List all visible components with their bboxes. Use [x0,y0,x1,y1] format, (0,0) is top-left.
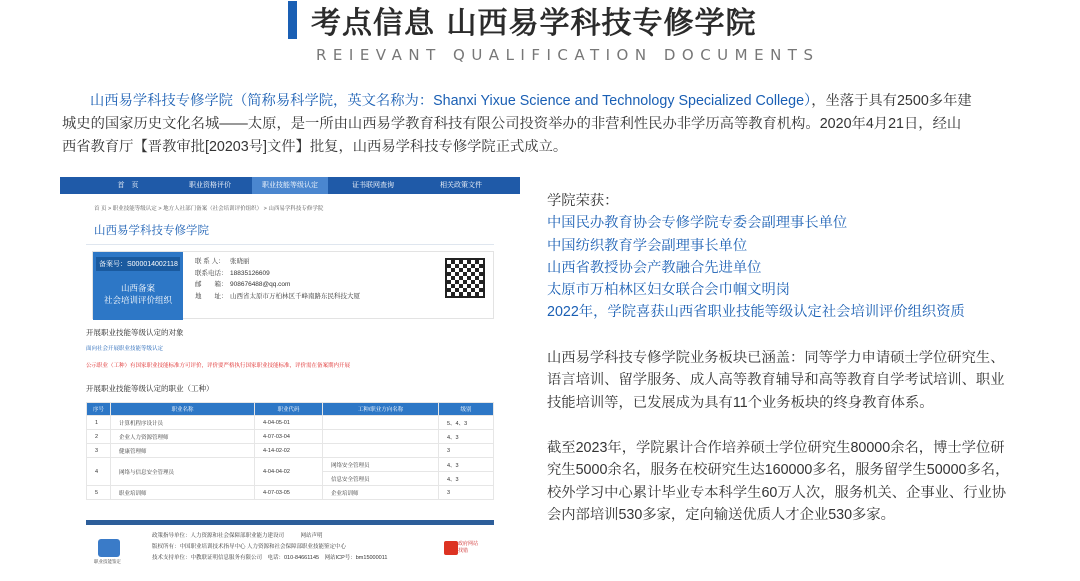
contact-value: 张晓丽 [230,258,250,265]
contact-key: 联 系 人： [195,258,225,265]
honor-item: 中国纺织教育学会副理事长单位 [547,237,748,254]
contact-value: 18835126609 [230,269,270,277]
table-row [87,486,494,500]
contact-key: 邮 箱： [195,281,228,288]
honor-item: 中国民办教育协会专修学院专委会副理事长单位 [547,215,848,232]
cell-direction: 企业培训师 [323,486,439,500]
contact-info [195,256,360,302]
occupation-section-title: 开展职业技能等级认定的职业（工种） [86,384,214,393]
intro-paragraph [62,90,972,159]
contact-key: 联系电话： [195,269,228,277]
contact-row [195,256,360,268]
screenshot-breadcrumb: 首 页 > 职业技能等级认定 > 地方人社部门备案（社会培训评价组织） > 山西易学科技专修学院 [94,206,324,212]
contact-value: 山西省太原市万柏林区千峰南路东民科技大厦 [230,292,360,300]
col-no: 序号 [87,403,111,416]
title-accent-bar [288,1,297,39]
contact-value: 908676488@qq.com [230,281,291,288]
skill-appraisal-logo-icon [98,539,120,557]
table-header-row [87,403,494,416]
cell-code: 4-14-02-02 [255,444,323,458]
divider [86,244,494,245]
honor-item: 山西省教授协会产教融合先进单位 [547,259,762,276]
cell-direction [323,444,439,458]
org-info-card [92,251,494,319]
nav-skill-level: 职业技能等级认定 [252,177,328,194]
record-badge [93,252,183,320]
cell-level: 4、3 [439,430,494,444]
gov-site-sublabel: 找错 [458,548,469,554]
honor-item: 太原市万柏林区妇女联合会巾帼文明岗 [547,282,791,299]
cell-no: 2 [87,430,111,444]
cell-name: 网络与信息安全管理员 [111,458,255,486]
intro-highlight: 山西易学科技专修学院（简称易科学院，英文名称为：Shanxi Yixue Science and Technology Specialized College） [90,93,812,109]
footer-line: 政策指导单位：人力资源和社会保障部职业能力建设司 网站声明 [152,533,323,539]
honors-title: 学院荣获： [547,193,619,209]
screenshot-org-name: 山西易学科技专修学院 [94,225,209,237]
cell-no: 3 [87,444,111,458]
stats-paragraph: 截至2023年，学院累计合作培养硕士学位研究生80000余名，博士学位研究生5000余名，服务在校研究生达160000多名，服务留学生50000多名，校外学习中心累计毕业专本科学生60万人次，服务机关、企事业、行业协会内部培训530多家，定向输送优质人才企业530多家。 [547,440,1010,523]
col-code: 职业代码 [255,403,323,416]
screenshot-footer [86,527,494,581]
honors-list [547,190,965,324]
table-row [87,430,494,444]
nav-home: 首 页 [117,182,139,189]
cell-level: 4、3 [439,472,494,486]
page-subtitle: REIEVANT QUALIFICATION DOCUMENTS [316,46,820,64]
cell-name: 职业培训师 [111,486,255,500]
cell-no: 1 [87,416,111,430]
target-description: 面向社会开展职业技能等级认定 [86,346,164,352]
cell-level: 3 [439,444,494,458]
cell-name: 健康管理师 [111,444,255,458]
cell-no: 5 [87,486,111,500]
cell-direction: 信息安全管理员 [323,472,439,486]
col-name: 职业名称 [111,403,255,416]
occupation-table [86,402,494,500]
business-paragraph: 山西易学科技专修学院业务板块已涵盖：同等学力申请硕士学位研究生、语言培训、留学服务、成人高等教育辅导和高等教育自学考试培训、职业技能培训等，已发展成为具有11个业务板块的终身教育体系。 [547,350,1005,411]
cell-code: 4-04-05-01 [255,416,323,430]
table-row [87,416,494,430]
qr-code-icon [445,258,485,298]
cell-direction: 网络安全管理员 [323,458,439,472]
honor-item: 2022年，学院喜获山西省职业技能等级认定社会培训评价组织资质 [547,304,965,321]
footer-bar [86,520,494,525]
cell-code: 4-07-03-04 [255,430,323,444]
cell-level: 5、4、3 [439,416,494,430]
record-label-line1: 山西备案 [120,283,155,293]
skill-appraisal-logo-text: 职业技能鉴定 [94,559,121,564]
record-label [93,282,183,306]
contact-row [195,279,360,291]
footer-line: 技术支持单位：中教联证明信息服务有限公司 电话：010-84661145 网站ICP号：bm15000011 [152,555,388,561]
gov-site-logo-icon [444,541,458,555]
cell-code: 4-07-03-05 [255,486,323,500]
page-title: 考点信息 山西易学科技专修学院 [311,6,757,41]
gov-site-logo-text [458,541,478,555]
footer-line: 版权所有：中国职业培训技术指导中心 人力资源和社会保障部职业技能鉴定中心 [152,544,347,550]
intro-text: ，坐落于具有2500多年建城史的国家历史文化名城——太原，是一所由山西易学教育科技有限公司投资举办的非营利性民办非学历高等教育机构。2020年4月21日，经山西省教育厅【晋教审批[20203号]文件】批复，山西易学科技专修学院正式成立。 [62,93,972,155]
gov-site-label: 政府网站 [458,541,479,547]
nav-qualification: 职业资格评价 [189,182,231,189]
cell-level: 4、3 [439,458,494,472]
footer-lines [152,531,387,564]
cell-level: 3 [439,486,494,500]
cell-name: 企业人力资源管理师 [111,430,255,444]
contact-key: 地 址： [195,292,228,300]
evaluation-notice: 公示职业（工种）有国家职业技能标准方可评价，评价要严格执行国家职业技能标准，评价需在备案期内开展 [86,363,351,369]
col-direction: 工种/职业方向名称 [323,403,439,416]
target-section-title: 开展职业技能等级认定的对象 [86,328,184,337]
cell-no: 4 [87,458,111,486]
cell-direction [323,430,439,444]
nav-policy: 相关政策文件 [440,182,482,189]
contact-row [195,268,360,280]
screenshot-nav [60,177,520,194]
contact-row [195,291,360,303]
cell-direction [323,416,439,430]
table-row [87,458,494,472]
record-number: 备案号：S000014002118 [96,257,180,271]
cell-code: 4-04-04-02 [255,458,323,486]
qualification-screenshot [60,177,520,581]
title-wrap [288,0,756,40]
table-row [87,444,494,458]
col-level: 级别 [439,403,494,416]
cell-name: 计算机程序设计员 [111,416,255,430]
record-label-line2: 社会培训评价组织 [103,295,172,305]
nav-cert-query: 证书联网查询 [352,182,394,189]
